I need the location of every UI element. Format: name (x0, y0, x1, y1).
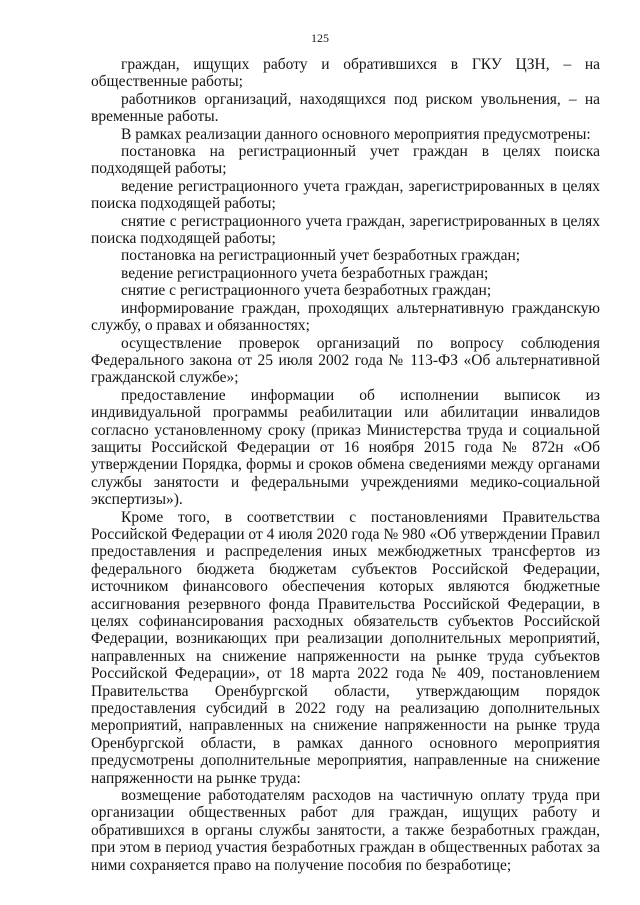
page-number: 125 (311, 31, 329, 45)
paragraph: работников организаций, находящихся под риском увольнения, – на временные работы. (91, 90, 600, 126)
paragraph: ведение регистрационного учета безработных граждан; (121, 264, 489, 282)
paragraph: возмещение работодателям расходов на частичную оплату труда при организации общественных работ для граждан, ищущих работу и обратившихся в органы службы занятости, а также безработных граждан, при этом в период участия безработных граждан в общественных работах за ними сохраняется право на получение пособия по безработице; (91, 787, 600, 874)
paragraph: снятие с регистрационного учета граждан, зарегистрированных в целях поиска подходящей работы; (91, 212, 600, 248)
paragraph: информирование граждан, проходящих альтернативную гражданскую службу, о правах и обязанностях; (91, 299, 600, 335)
paragraph: осуществление проверок организаций по вопросу соблюдения Федерального закона от 25 июля 2002 года № 113-ФЗ «Об альтернативной гражданской службе»; (91, 334, 600, 387)
paragraph: предоставление информации об исполнении выписок из индивидуальной программы реабилитации или абилитации инвалидов согласно установленному сроку (приказ Министерства труда и социальной защиты Российской Федерации от 16 ноября 2015 года № 872н «Об утверждении Порядка, формы и сроков обмена сведениями между органами службы занятости и федеральными учреждениями медико-социальной экспертизы»). (91, 386, 600, 509)
paragraph: Кроме того, в соответствии с постановлениями Правительства Российской Федерации от 4 июля 2020 года № 980 «Об утверждении Правил предоставления и распределения иных межбюджетных трансфертов из федерального бюджета бюджетам субъектов Российской Федерации, источником финансового обеспечения которых являются бюджетные ассигнования резервного фонда Правительства Российской Федерации, в целях софинансирования расходных обязательств субъектов Российской Федерации, возникающих при реализации дополнительных мероприятий, направленных на снижение напряженности на рынке труда субъектов Российской Федерации», от 18 марта 2022 года № 409, постановлением Правительства Оренбургской области, утверждающим порядок предоставления субсидий в 2022 году на реализацию дополнительных мероприятий, направленных на снижение напряженности на рынке труда Оренбургской области, в рамках данного основного мероприятия предусмотрены дополнительные мероприятия, направленные на снижение напряженности на рынке труда: (91, 508, 600, 787)
paragraph: ведение регистрационного учета граждан, зарегистрированных в целях поиска подходящей работы; (91, 177, 600, 213)
paragraph: постановка на регистрационный учет безработных граждан; (121, 247, 521, 265)
paragraph: постановка на регистрационный учет граждан в целях поиска подходящей работы; (91, 143, 600, 178)
document-body (91, 56, 600, 874)
paragraph: В рамках реализации данного основного мероприятия предусмотрены: (121, 125, 591, 143)
paragraph: граждан, ищущих работу и обратившихся в ГКУ ЦЗН, – на общественные работы; (91, 56, 600, 91)
paragraph: снятие с регистрационного учета безработных граждан; (121, 282, 492, 300)
